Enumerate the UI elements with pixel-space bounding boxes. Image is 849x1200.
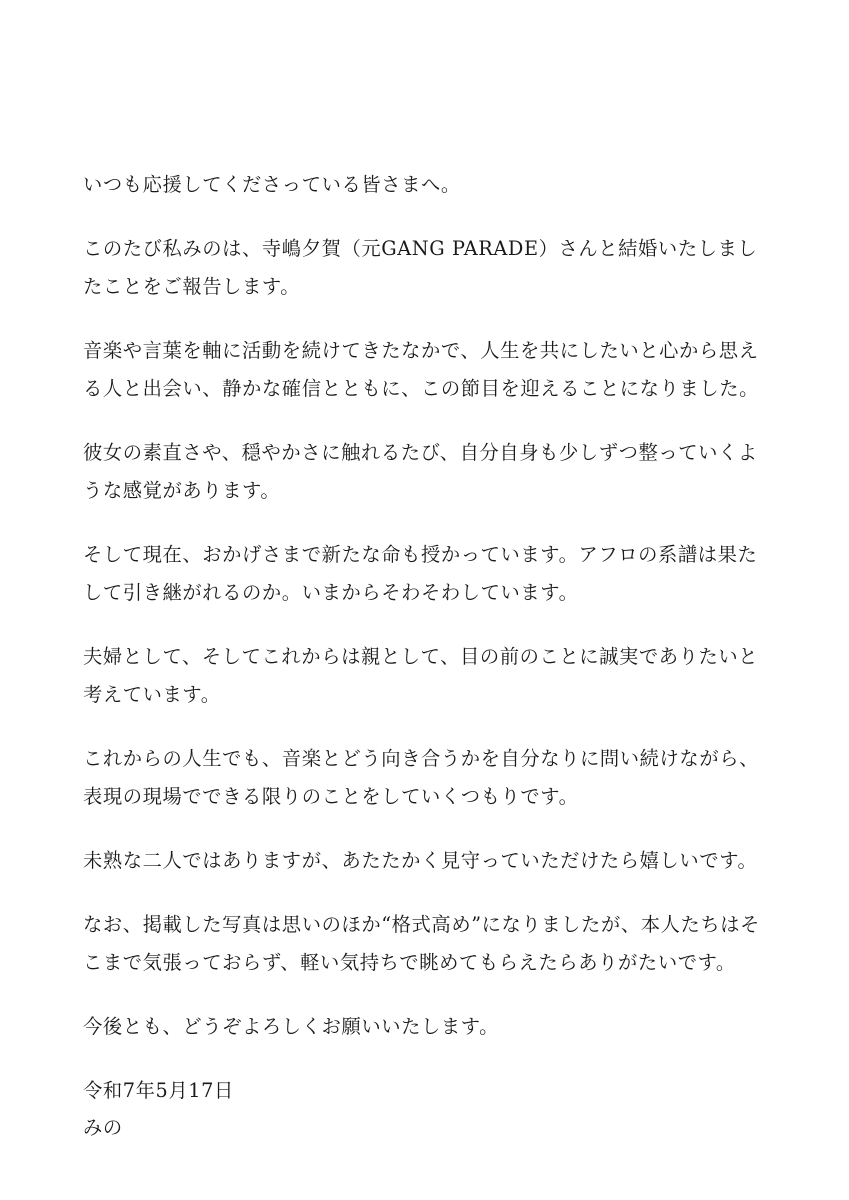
greeting — [83, 166, 783, 204]
paragraph-line: このたび私みのは、寺嶋夕賀（元GANG PARADE）さんと結婚いたしまし — [83, 237, 758, 260]
paragraph-partner — [83, 434, 783, 510]
paragraph-watch-over — [83, 842, 783, 880]
paragraph-line: 考えています。 — [83, 683, 221, 706]
paragraph-meeting — [83, 332, 783, 408]
paragraph-line: 未熟な二人ではありますが、あたたかく見守っていただけたら嬉しいです。 — [83, 849, 758, 872]
paragraph-music — [83, 740, 783, 816]
paragraph-line: 今後とも、どうぞよろしくお願いいたします。 — [83, 1015, 499, 1038]
paragraph-line: して引き継がれるのか。いまからそわそわしています。 — [83, 581, 579, 604]
paragraph-line: 夫婦として、そしてこれからは親として、目の前のことに誠実でありたいと — [83, 645, 759, 668]
paragraph-marriage-announcement — [83, 230, 783, 306]
paragraph-line: 彼女の素直さや、穏やかさに触れるたび、自分自身も少しずつ整っていくよ — [83, 441, 758, 464]
paragraph-line: 表現の現場でできる限りのことをしていくつもりです。 — [83, 785, 579, 808]
paragraph-line: うな感覚があります。 — [83, 479, 281, 502]
paragraph-line: 音楽や言葉を軸に活動を続けてきたなかで、人生を共にしたいと心から思え — [83, 339, 759, 362]
signature-block — [83, 1072, 783, 1146]
paragraph-line: これからの人生でも、音楽とどう向き合うかを自分なりに問い続けながら、 — [83, 747, 759, 770]
letter-signature: みの — [83, 1116, 123, 1139]
paragraph-photos — [83, 906, 783, 982]
paragraph-line: なお、掲載した写真は思いのほか“格式高め”になりましたが、本人たちはそ — [83, 913, 760, 936]
paragraph-pregnancy — [83, 536, 783, 612]
paragraph-line: たことをご報告します。 — [83, 275, 301, 298]
paragraph-line: こまで気張っておらず、軽い気持ちで眺めてもらえたらありがたいです。 — [83, 951, 736, 974]
paragraph-line: そして現在、おかげさまで新たな命も授かっています。アフロの系譜は果た — [83, 543, 758, 566]
paragraph-closing — [83, 1008, 783, 1046]
paragraph-line: る人と出会い、静かな確信とともに、この節目を迎えることになりました。 — [83, 377, 759, 400]
paragraph-as-parents — [83, 638, 783, 714]
greeting-line: いつも応援してくださっている皆さまへ。 — [83, 173, 461, 196]
letter-date: 令和7年5月17日 — [83, 1079, 234, 1102]
letter-body — [83, 166, 783, 1146]
